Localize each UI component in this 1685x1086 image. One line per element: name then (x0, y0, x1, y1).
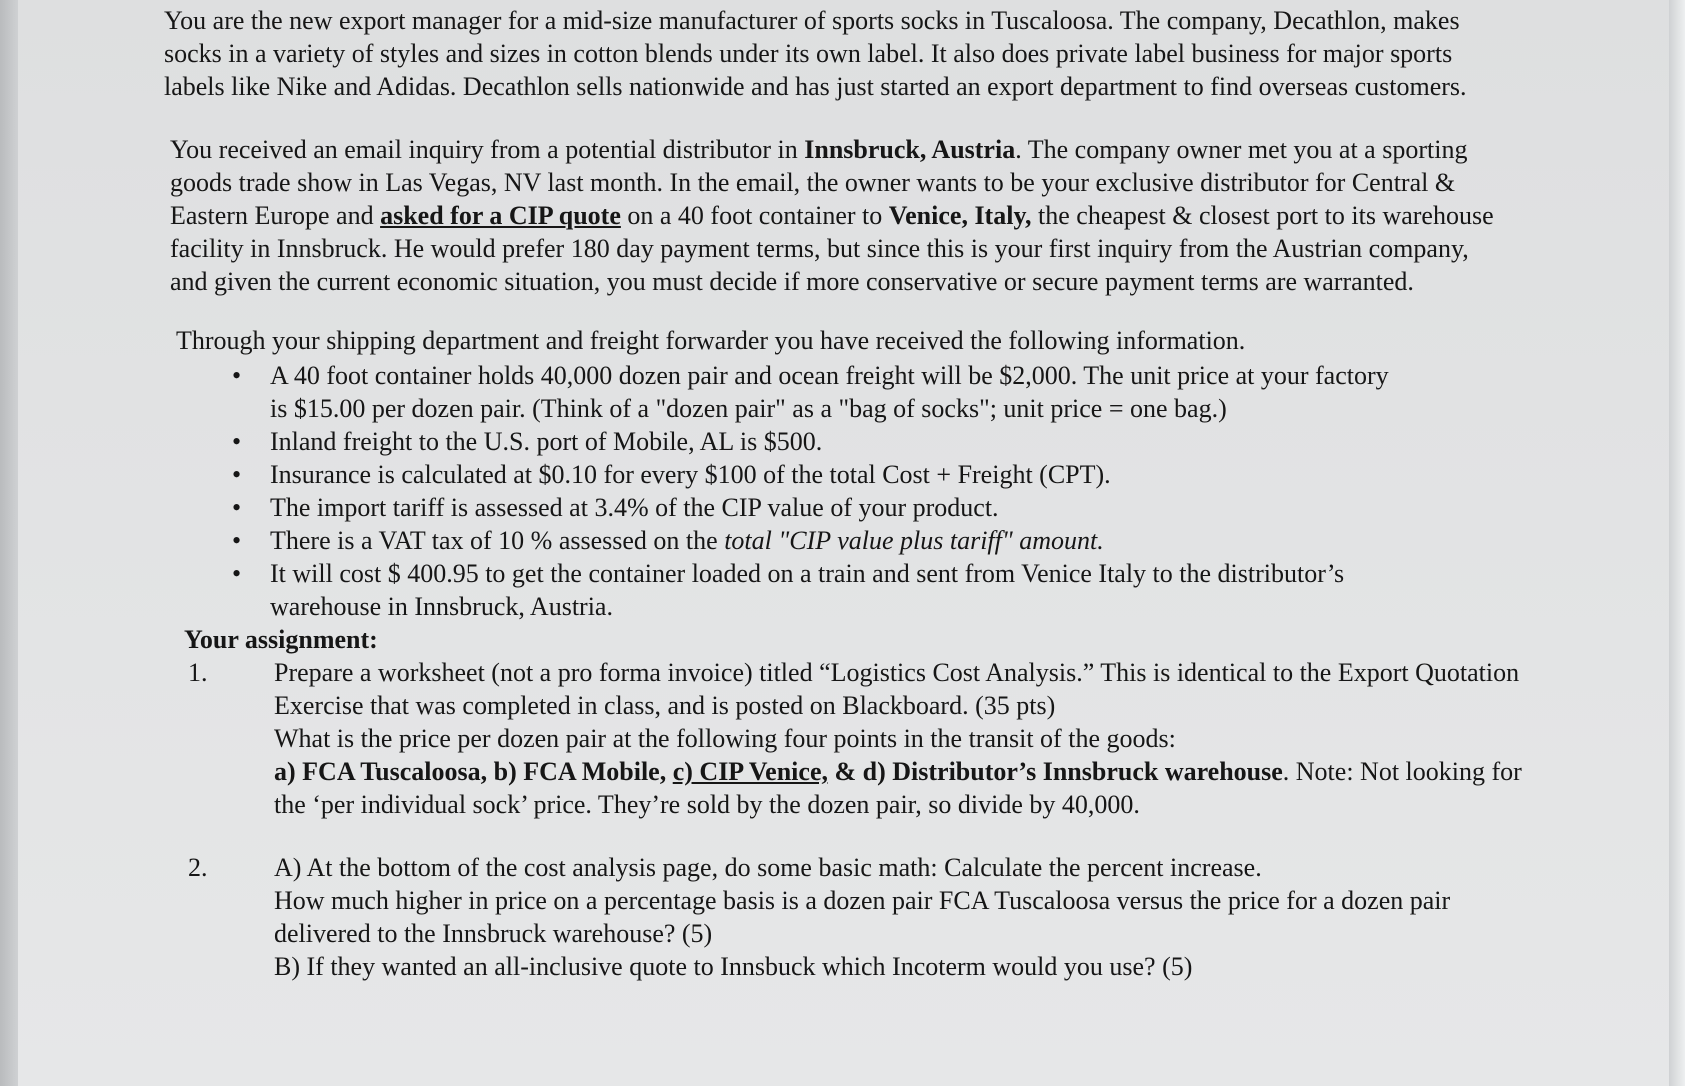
assignment-item-2 (164, 851, 1544, 983)
list-item (164, 359, 1400, 425)
bullet-icon: • (232, 427, 242, 456)
bullet-icon: • (232, 460, 242, 489)
bullet-icon: • (232, 526, 242, 555)
inquiry-text-3: on a 40 foot container to (620, 201, 889, 230)
bullet-icon: • (232, 493, 242, 522)
monitor-right-edge (1669, 0, 1685, 1086)
point-c: c) CIP Venice, (672, 757, 828, 786)
item1-note: . Note: Not looking for the ‘per individual sock’ price. They’re sold by the dozen pair, so divide by 40,000. (274, 757, 1522, 819)
intro-paragraph: You are the new export manager for a mid-size manufacturer of sports socks in Tuscaloosa. The company, Decathlon, makes socks in a variety of styles and sizes in cotton blends under its own label. It also does private label business for major sports labels like Nike and Adidas. Decathlon sells nationwide and has just started an export department to find overseas customers. (164, 6, 1467, 101)
item-number: 2. (188, 853, 208, 882)
item1-line2: What is the price per dozen pair at the following four points in the transit of the goods: (274, 724, 1176, 753)
item1-points (274, 755, 1544, 821)
inquiry-text-2: . The company owner met you at a sporting goods trade show in Las Vegas, NV last month. In the email, the owner wants to be your exclusive distributor for Central & Eastern Europe and (170, 135, 1468, 230)
bullet-icon: • (232, 361, 242, 390)
vat-text: There is a VAT tax of 10 % assessed on the (270, 526, 725, 555)
assignment-heading: Your assignment: (184, 625, 378, 654)
points-a-b: a) FCA Tuscaloosa, b) FCA Mobile, (274, 757, 673, 786)
bullet-text: The import tariff is assessed at 3.4% of the CIP value of your product. (270, 493, 999, 522)
bullet-text: A 40 foot container holds 40,000 dozen pair and ocean freight will be $2,000. The unit price at your factory is $15.00 per dozen pair. (Think of a "dozen pair" as a "bag of socks"; unit price = one bag.) (270, 361, 1389, 423)
list-item (164, 425, 1400, 458)
item2-part-b: B) If they wanted an all-inclusive quote to Innsbuck which Incoterm would you use? (5) (274, 952, 1193, 981)
item2-part-a-question: How much higher in price on a percentage basis is a dozen pair FCA Tuscaloosa versus the price for a dozen pair delivered to the Innsbruck warehouse? (5) (274, 886, 1451, 948)
list-item (164, 491, 1400, 524)
vat-italic-text: total "CIP value plus tariff" amount. (724, 526, 1104, 555)
info-list (164, 359, 1544, 623)
point-d: & d) Distributor’s Innsbruck warehouse (827, 757, 1283, 786)
bullet-icon: • (232, 559, 242, 588)
inquiry-location: Innsbruck, Austria (804, 135, 1016, 164)
inquiry-paragraph (164, 133, 1510, 298)
bullet-text: It will cost $ 400.95 to get the container loaded on a train and sent from Venice Italy to the distributor’s warehouse in Innsbruck, Austria. (270, 559, 1345, 621)
list-item (164, 458, 1400, 491)
bullet-text: Inland freight to the U.S. port of Mobile, AL is $500. (270, 427, 823, 456)
monitor-left-edge (0, 0, 18, 1086)
bullet-text: Insurance is calculated at $0.10 for every $100 of the total Cost + Freight (CPT). (270, 460, 1111, 489)
inquiry-port: Venice, Italy, (888, 201, 1032, 230)
document-page (18, 0, 1669, 1086)
info-intro: Through your shipping department and freight forwarder you have received the following information. (176, 326, 1246, 355)
item-number: 1. (188, 658, 208, 687)
bullet-text (270, 526, 1104, 555)
item1-line1: Prepare a worksheet (not a pro forma invoice) titled “Logistics Cost Analysis.” This is identical to the Export Quotation Exercise that was completed in class, and is posted on Blackboard. (35 pts) (274, 658, 1520, 720)
document-body (164, 0, 1544, 983)
list-item (164, 524, 1400, 557)
inquiry-text-4: the cheapest & closest port to its warehouse facility in Innsbruck. He would prefer 180 day payment terms, but since this is your first inquiry from the Austrian company, and given the current economic situation, you must decide if more conservative or secure payment terms are warranted. (170, 201, 1494, 296)
item2-part-a: A) At the bottom of the cost analysis page, do some basic math: Calculate the percent increase. (274, 853, 1262, 882)
inquiry-cip-request: asked for a CIP quote (380, 201, 621, 230)
assignment-item-1 (164, 656, 1544, 821)
inquiry-text-1: You received an email inquiry from a potential distributor in (170, 135, 805, 164)
list-item (164, 557, 1400, 623)
